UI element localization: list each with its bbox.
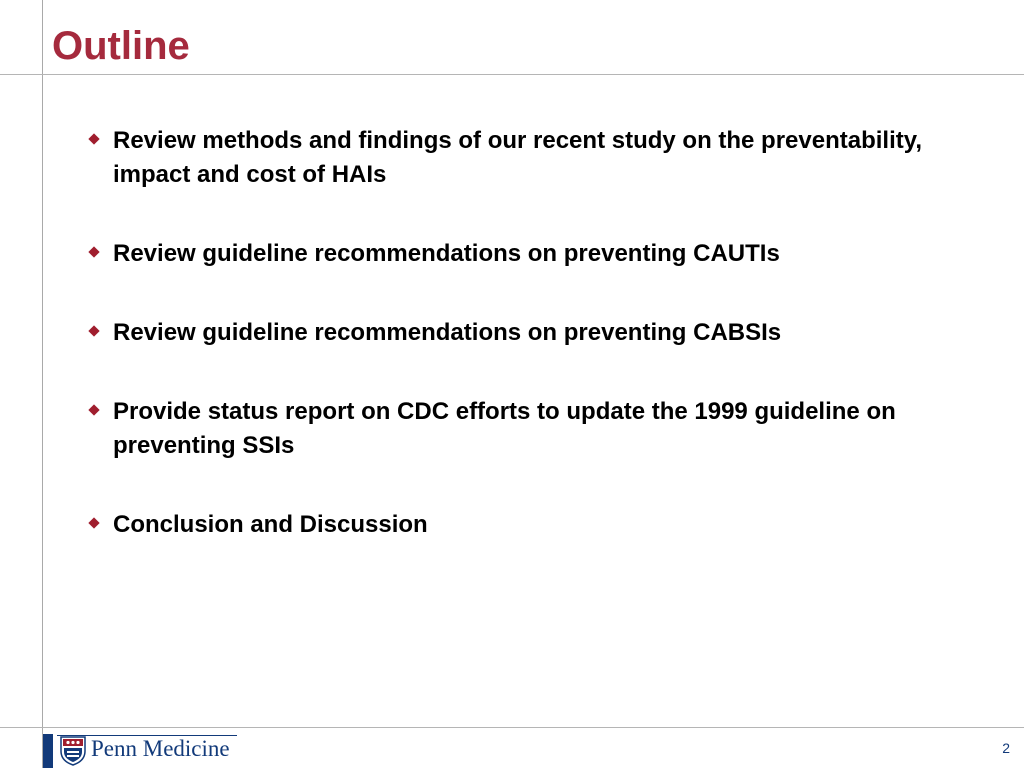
bullet-text: Provide status report on CDC efforts to update the 1999 guideline on preventing SSIs bbox=[113, 398, 896, 459]
left-vertical-rule bbox=[42, 0, 43, 768]
brand-name: Penn Medicine bbox=[91, 736, 230, 761]
penn-medicine-logo bbox=[43, 731, 238, 768]
list-item bbox=[88, 395, 988, 463]
list-item bbox=[88, 316, 988, 350]
list-item bbox=[88, 237, 988, 271]
footer-divider bbox=[0, 727, 1024, 728]
page-title: Outline bbox=[52, 24, 190, 68]
diamond-bullet-icon bbox=[88, 246, 99, 257]
bullet-text: Conclusion and Discussion bbox=[113, 511, 428, 538]
diamond-bullet-icon bbox=[88, 404, 99, 415]
diamond-bullet-icon bbox=[88, 517, 99, 528]
list-item bbox=[88, 508, 988, 542]
bullet-list bbox=[88, 124, 988, 587]
bullet-text: Review methods and findings of our recent study on the preventability, impact and cost of HAIs bbox=[113, 127, 922, 188]
logo-accent-bar bbox=[43, 734, 53, 768]
page-number: 2 bbox=[1002, 740, 1010, 756]
diamond-bullet-icon bbox=[88, 133, 99, 144]
title-divider bbox=[0, 74, 1024, 75]
bullet-text: Review guideline recommendations on preventing CAUTIs bbox=[113, 240, 780, 267]
penn-shield-icon bbox=[60, 736, 86, 766]
bullet-text: Review guideline recommendations on preventing CABSIs bbox=[113, 319, 782, 346]
list-item bbox=[88, 124, 988, 192]
diamond-bullet-icon bbox=[88, 325, 99, 336]
